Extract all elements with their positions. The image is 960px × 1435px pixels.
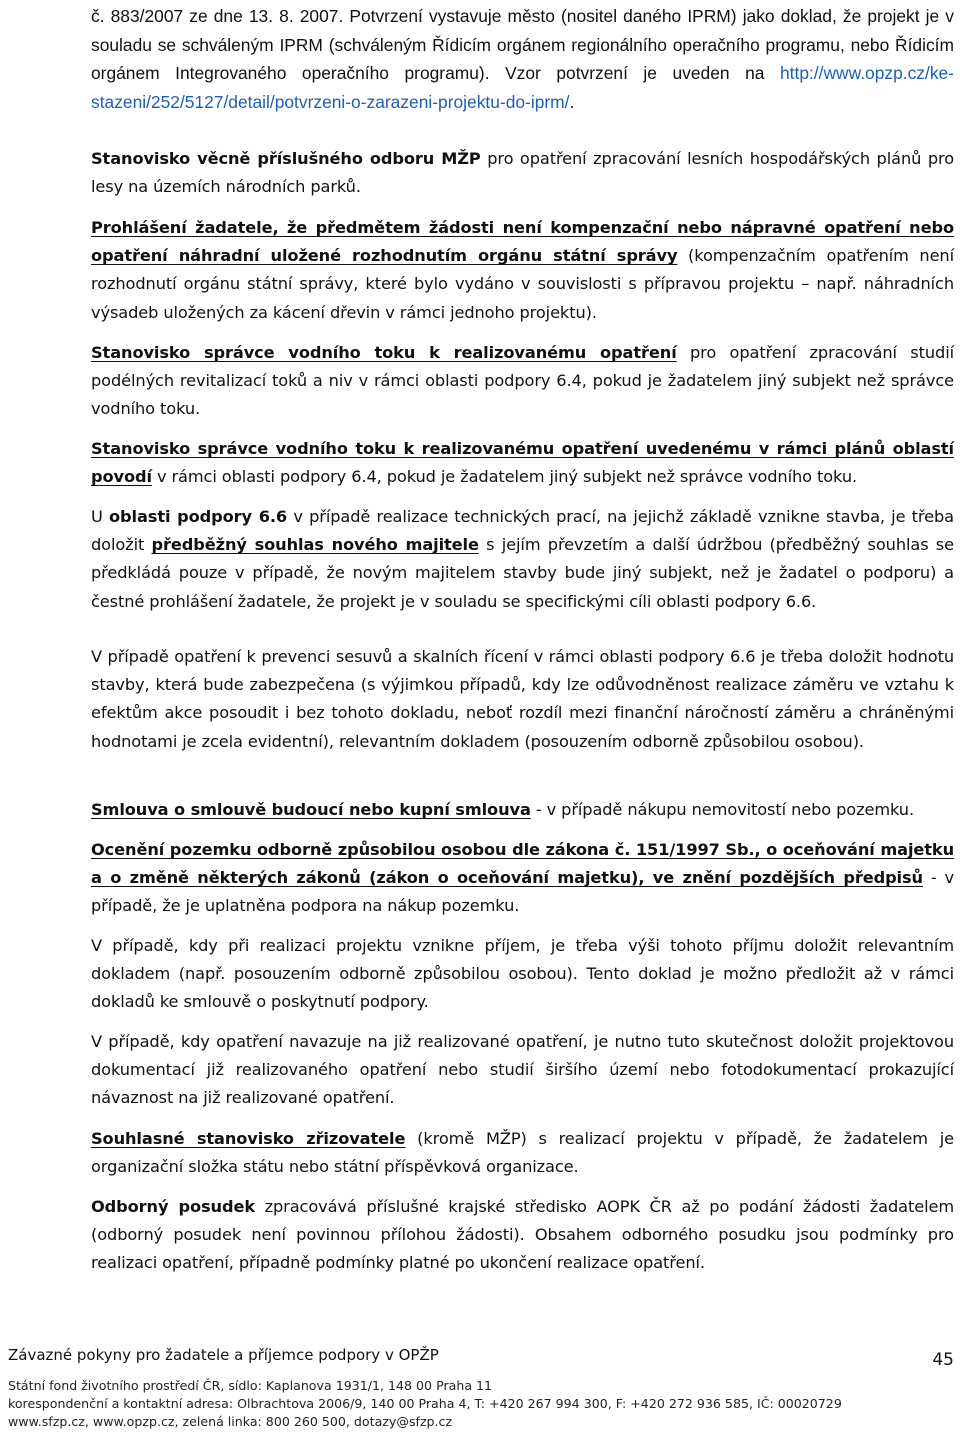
paragraph-applicant-declaration	[91, 214, 954, 327]
expert-report-heading: Odborný posudek	[91, 1197, 255, 1216]
watercourse-basin-text: v rámci oblasti podpory 6.4, pokud je žadatelem jiný subjekt než správce vodního toku.	[151, 467, 858, 487]
paragraph-expert-report	[91, 1193, 954, 1278]
watercourse-opinion-text: pro opatření zpracování studií podélných revitalizací toků a niv v rámci oblasti podpory 6.4, pokud je žadatelem jiný subjekt než správce vodního toku.	[91, 343, 954, 419]
founder-consent-heading: Souhlasné stanovisko zřizovatele	[91, 1129, 406, 1148]
paragraph-landslide-prevention	[91, 643, 954, 756]
landslide-text: V případě opatření k prevenci sesuvů a skalních řícení v rámci oblasti podpory 6.6 je třeba doložit hodnotu stavby, která bude zabezpečena (s výjimkou případů, kdy lze odůvodněnost realizace záměru ve vztahu k efektům akce posoudit i bez tohoto dokladu, neboť rozdíl mezi finanční náročností záměru a chráněnými hodnotami je zcela evidentní), relevantním dokladem (posouzením odborně způsobilou osobou).	[91, 647, 954, 751]
mzp-opinion-heading: Stanovisko věcně příslušného odboru MŽP	[91, 149, 481, 168]
page-number: 45	[932, 1350, 954, 1370]
paragraph-iprm-confirmation	[91, 2, 954, 116]
follow-up-text: V případě, kdy opatření navazuje na již realizované opatření, je nutno tuto skutečnost doložit projektovou dokumentací již realizovaného opatření nebo studií širšího území nebo fotodokumentací prokazující návaznost na již realizované opatření.	[91, 1032, 954, 1108]
owner-consent-heading: předběžný souhlas nového majitele	[151, 535, 479, 555]
project-income-text: V případě, kdy při realizaci projektu vznikne příjem, je třeba výši tohoto příjmu doložit relevantním dokladem (např. posouzením odborně způsobilou osobou). Tento doklad je možno předložit až v rámci dokladů ke smlouvě o poskytnutí podpory.	[91, 936, 954, 1012]
paragraph-watercourse-basin-opinion	[91, 435, 954, 491]
iprm-text: č. 883/2007 ze dne 13. 8. 2007. Potvrzení vystavuje město (nositel daného IPRM) jako doklad, že projekt je v souladu se schváleným IPRM (schváleným Řídicím orgánem regionálního operačního programu, nebo Řídicím orgánem Integrovaného operačního programu). Vzor potvrzení je uveden na	[91, 6, 954, 83]
land-valuation-heading: Ocenění pozemku odborně způsobilou osobou dle zákona č. 151/1997 Sb., o oceňování majetku a o změně některých zákonů (zákon o oceňování majetku), ve znění pozdějších předpisů	[91, 840, 954, 888]
paragraph-land-valuation	[91, 836, 954, 921]
area-6-6-heading: oblasti podpory 6.6	[109, 507, 288, 526]
purchase-contract-heading: Smlouva o smlouvě budoucí nebo kupní smlouva	[91, 800, 531, 819]
area-6-6-prefix: U	[91, 507, 109, 526]
applicant-declaration-heading: Prohlášení žadatele, že předmětem žádosti není kompenzační nebo nápravné opatření nebo opatření náhradní uložené rozhodnutím orgánu státní správy	[91, 218, 954, 266]
applicant-declaration-text: (kompenzačním opatřením není rozhodnutí orgánu státní správy, které bylo vydáno v souvislosti s přípravou projektu – např. náhradních výsadeb uložených za kácení dřevin v rámci jednoho projektu).	[91, 246, 954, 322]
footer-title: Závazné pokyny pro žadatele a příjemce podpory v OPŽP	[8, 1346, 439, 1364]
expert-report-text: zpracovává příslušné krajské středisko AOPK ČR až po podání žádosti žadatelem (odborný posudek není povinnou přílohou žádosti). Obsahem odborného posudku jsou podmínky pro realizaci opatření, případně podmínky platné po ukončení realizace opatření.	[91, 1197, 954, 1273]
area-6-6-text: v případě realizace technických prací, na jejichž základě vznikne stavba, je třeba doložit	[91, 507, 954, 555]
iprm-end: .	[569, 91, 575, 112]
purchase-contract-text: - v případě nákupu nemovitostí nebo pozemku.	[530, 800, 915, 819]
watercourse-opinion-heading: Stanovisko správce vodního toku k realizovanému opatření	[91, 343, 677, 362]
area-6-6-rest: s jejím převzetím a další údržbou (předběžný souhlas se předkládá pouze v případě, že novým majitelem stavby bude jiný subjekt, než je žadatel o podporu) a čestné prohlášení žadatele, že projekt je v souladu se specifickými cíli oblasti podpory 6.6.	[91, 535, 954, 611]
footer-contact: korespondenční a kontaktní adresa: Olbrachtova 2006/9, 140 00 Praha 4, T: +420 267 994 300, F: +420 272 936 585, IČ: 00020729	[8, 1396, 842, 1411]
iprm-template-link[interactable]: http://www.opzp.cz/ke-stazeni/252/5127/detail/potvrzeni-o-zarazeni-projektu-do-iprm/	[91, 63, 954, 112]
paragraph-follow-up-measure	[91, 1028, 954, 1113]
founder-consent-text: (kromě MŽP) s realizací projektu v případě, že žadatelem je organizační složka státu nebo státní příspěvková organizace.	[91, 1129, 955, 1177]
footer-address: Státní fond životního prostředí ČR, sídlo: Kaplanova 1931/1, 148 00 Praha 11	[8, 1378, 493, 1393]
paragraph-purchase-contract	[91, 796, 954, 824]
paragraph-area-6-6	[91, 503, 954, 616]
land-valuation-text: - v případě, že je uplatněna podpora na nákup pozemku.	[91, 868, 954, 916]
paragraph-founder-consent	[91, 1125, 954, 1181]
paragraph-mzp-opinion	[91, 145, 954, 201]
paragraph-watercourse-opinion	[91, 339, 954, 424]
footer-web: www.sfzp.cz, www.opzp.cz, zelená linka: 800 260 500, dotazy@sfzp.cz	[8, 1414, 453, 1429]
paragraph-project-income	[91, 932, 954, 1017]
mzp-opinion-text: pro opatření zpracování lesních hospodářských plánů pro lesy na územích národních parků.	[91, 149, 954, 197]
watercourse-basin-heading: Stanovisko správce vodního toku k realizovanému opatření uvedenému v rámci plánů oblastí povodí	[91, 439, 954, 487]
